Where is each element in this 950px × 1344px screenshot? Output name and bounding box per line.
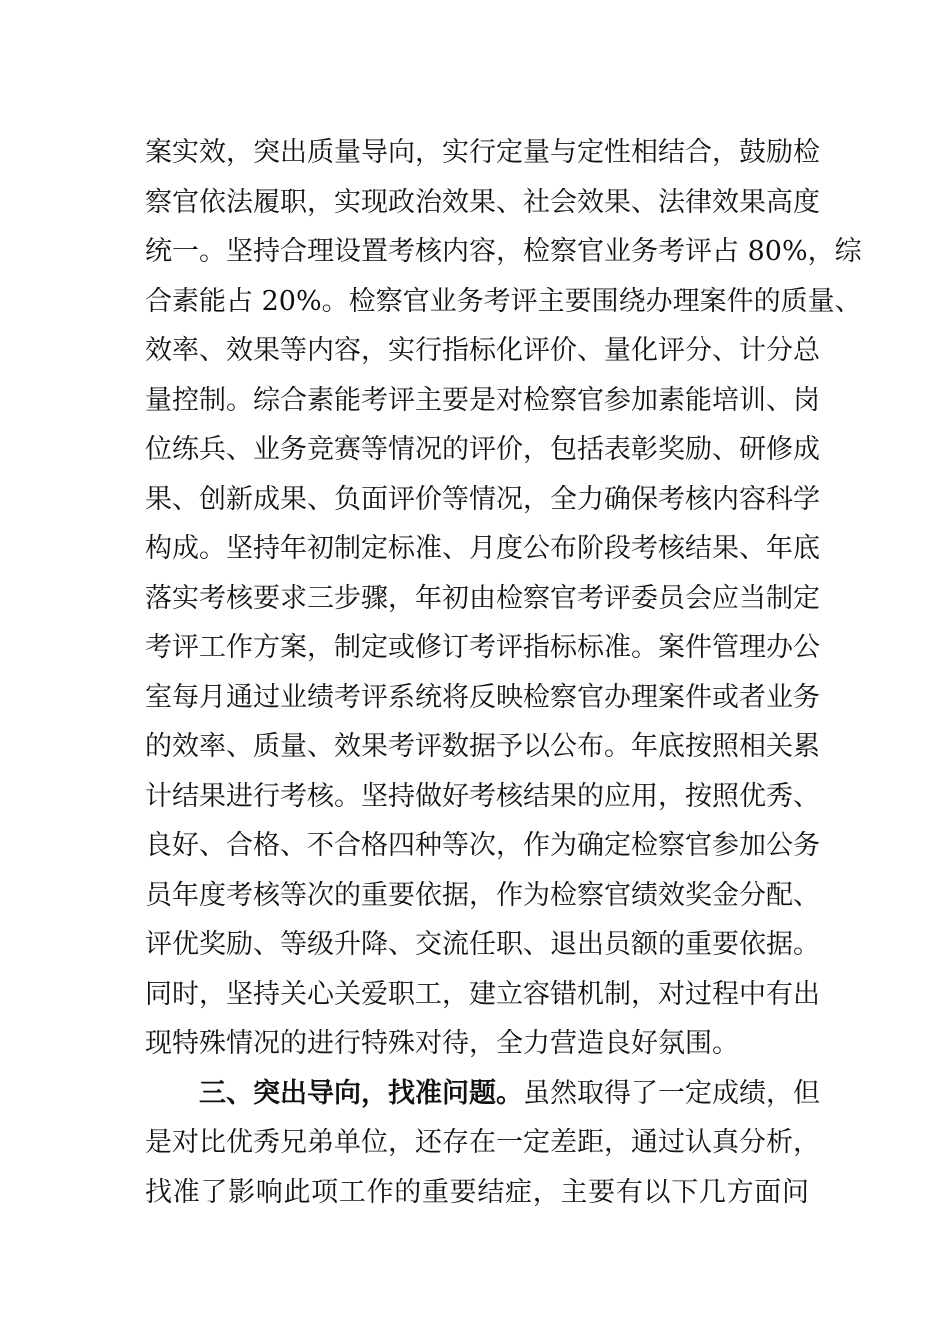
text-line: 统一。坚持合理设置考核内容，检察官业务考评占 80%，综 <box>145 236 862 267</box>
text-line: 的效率、质量、效果考评数据予以公布。年底按照相关累 <box>145 731 820 762</box>
text-line: 室每月通过业绩考评系统将反映检察官办理案件或者业务 <box>145 681 820 713</box>
section-heading: 三、突出导向，找准问题。 <box>199 1077 523 1109</box>
paragraph-1 <box>145 128 862 1069</box>
text-run: 虽然取得了一定成绩，但 <box>523 1077 820 1109</box>
text-line: 察官依法履职，实现政治效果、社会效果、法律效果高度 <box>145 186 820 218</box>
document-body <box>145 128 862 1217</box>
paragraph-2 <box>145 1069 820 1218</box>
text-line: 考评工作方案，制定或修订考评指标标准。案件管理办公 <box>145 632 820 663</box>
text-line: 员年度考核等次的重要依据，作为检察官绩效奖金分配、 <box>145 879 820 911</box>
text-line: 计结果进行考核。坚持做好考核结果的应用，按照优秀、 <box>145 780 820 812</box>
text-line: 量控制。综合素能考评主要是对检察官参加素能培训、岗 <box>145 384 820 416</box>
text-line: 位练兵、业务竞赛等情况的评价，包括表彰奖励、研修成 <box>145 434 820 465</box>
text-line: 构成。坚持年初制定标准、月度公布阶段考核结果、年底 <box>145 533 820 564</box>
text-line: 落实考核要求三步骤，年初由检察官考评委员会应当制定 <box>145 582 820 614</box>
text-line: 是对比优秀兄弟单位，还存在一定差距，通过认真分析， <box>145 1127 820 1158</box>
text-line <box>145 1069 820 1119</box>
text-line: 合素能占 20%。检察官业务考评主要围绕办理案件的质量、 <box>145 285 862 317</box>
text-line: 现特殊情况的进行特殊对待，全力营造良好氛围。 <box>145 1028 739 1059</box>
text-line: 良好、合格、不合格四种等次，作为确定检察官参加公务 <box>145 830 820 861</box>
text-line: 评优奖励、等级升降、交流任职、退出员额的重要依据。 <box>145 929 820 960</box>
text-line: 同时，坚持关心关爱职工，建立容错机制，对过程中有出 <box>145 978 820 1010</box>
text-line: 案实效，突出质量导向，实行定量与定性相结合，鼓励检 <box>145 137 820 168</box>
text-line: 找准了影响此项工作的重要结症，主要有以下几方面问 <box>145 1176 809 1208</box>
text-line: 果、创新成果、负面评价等情况，全力确保考核内容科学 <box>145 483 820 515</box>
text-line: 效率、效果等内容，实行指标化评价、量化评分、计分总 <box>145 335 820 366</box>
